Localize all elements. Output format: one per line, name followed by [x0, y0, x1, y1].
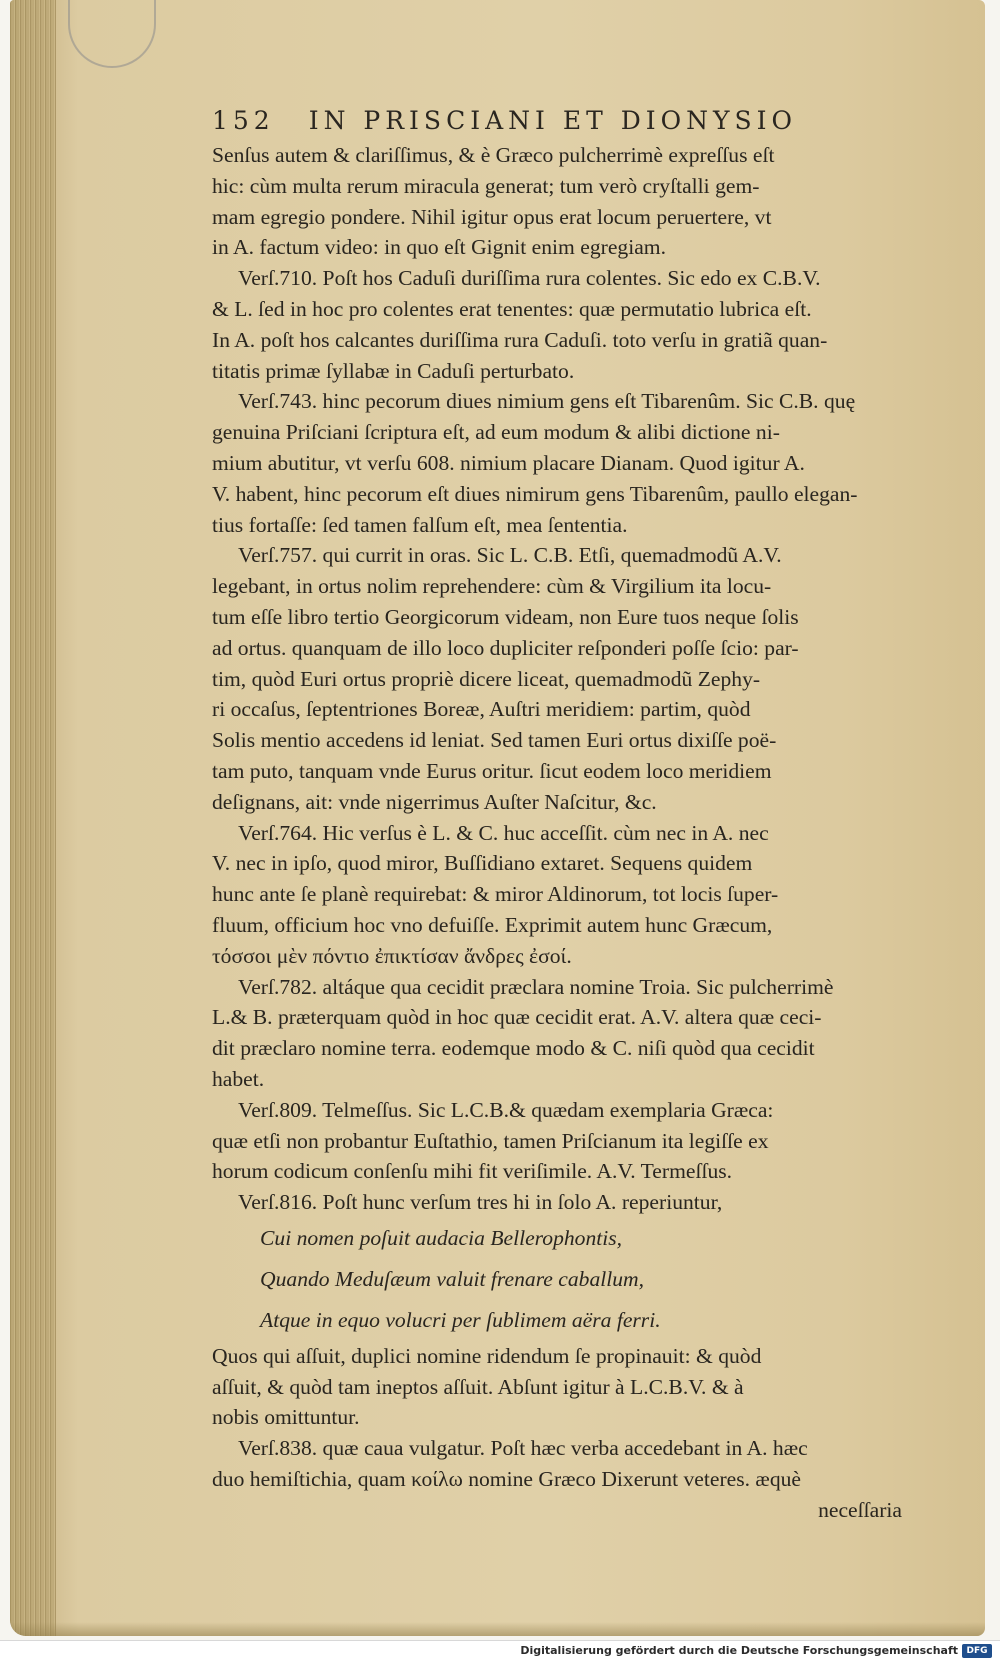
text-line: ri occaſus, ſeptentriones Boreæ, Auſtri meridiem: partim, quòd — [212, 697, 751, 722]
text-line: titatis primæ ſyllabæ in Caduſi perturbato. — [212, 358, 575, 383]
text-line: tius fortaſſe: ſed tamen falſum eſt, mea ſententia. — [212, 512, 628, 537]
text-line: in A. factum video: in quo eſt Gignit enim egregiam. — [212, 235, 666, 260]
quoted-verse-text: Quando Meduſæum valuit frenare caballum, — [260, 1266, 645, 1291]
text-line: deſignans, ait: vnde nigerrimus Auſter Naſcitur, &c. — [212, 789, 657, 814]
text-line: V. nec in ipſo, quod miror, Buſſidiano extaret. Sequens quidem — [212, 851, 753, 876]
text-line: In A. poſt hos calcantes duriſſima rura Caduſi. toto verſu in gratiã quan- — [212, 327, 828, 352]
text-line: hunc ante ſe planè requirebat: & miror Aldinorum, tot locis ſuper- — [212, 882, 779, 907]
text-line: & L. ſed in hoc pro colentes erat tenentes: quæ permutatio lubrica eſt. — [212, 296, 812, 321]
text-line: habet. — [212, 1066, 265, 1091]
text-line: hic: cùm multa rerum miracula generat; tum verò cryſtalli gem- — [212, 173, 760, 198]
text-line: Verſ.757. qui currit in oras. Sic L. C.B. Etſi, quemadmodũ A.V. — [238, 543, 782, 568]
text-line: Verſ.743. hinc pecorum diues nimium gens eſt Tibarenûm. Sic C.B. quę — [238, 389, 856, 414]
text-line: mium abutitur, vt verſu 608. nimium placare Dianam. Quod igitur A. — [212, 450, 805, 475]
quoted-verse-text: Cui nomen poſuit audacia Bellerophontis, — [260, 1225, 623, 1250]
digitization-footer — [0, 1640, 1000, 1660]
text-line: quæ etſi non probantur Euſtathio, tamen Priſcianum ita legiſſe ex — [212, 1128, 769, 1153]
text-line: Verſ.782. altáque qua cecidit præclara nomine Troia. Sic pulcherrimè — [238, 974, 834, 999]
text-line: genuina Priſciani ſcriptura eſt, ad eum modum & alibi dictione ni- — [212, 420, 780, 445]
text-line: Verſ.710. Poſt hos Caduſi duriſſima rura colentes. Sic edo ex C.B.V. — [238, 266, 821, 291]
quoted-verse — [212, 1218, 902, 1259]
quoted-verse — [212, 1259, 902, 1300]
text-line: nobis omittuntur. — [212, 1405, 360, 1430]
text-line: fluum, officium hoc vno defuiſſe. Exprimit autem hunc Græcum, — [212, 912, 773, 937]
dfg-credit-text: Digitalisierung gefördert durch die Deutsche Forschungsgemeinschaft — [520, 1644, 958, 1657]
quoted-verse-text: Atque in equo volucri per ſublimem aëra ferri. — [260, 1307, 661, 1332]
text-line: Verſ.809. Telmeſſus. Sic L.C.B.& quædam exemplaria Græca: — [238, 1097, 774, 1122]
text-line: tum eſſe libro tertio Georgicorum videam, non Eure tuos neque ſolis — [212, 604, 799, 629]
dfg-logo-icon: DFG — [962, 1644, 992, 1658]
text-line: aſſuit, & quòd tam ineptos aſſuit. Abſunt igitur à L.C.B.V. & à — [212, 1374, 744, 1399]
text-line: Verſ.764. Hic verſus è L. & C. huc acceſſit. cùm nec in A. nec — [238, 820, 769, 845]
text-line: tim, quòd Euri ortus propriè dicere liceat, quemadmodũ Zephy- — [212, 666, 761, 691]
text-line: tam puto, tanquam vnde Eurus oritur. ſicut eodem loco meridiem — [212, 758, 772, 783]
text-line: horum codicum conſenſu mihi fit veriſimile. A.V. Termeſſus. — [212, 1159, 733, 1184]
text-line: Solis mentio accedens id leniat. Sed tamen Euri ortus dixiſſe poë- — [212, 728, 777, 753]
running-head — [212, 106, 797, 142]
quoted-verse — [212, 1300, 902, 1341]
running-head-title: IN PRISCIANI ET DIONYSIO — [308, 106, 797, 135]
page-number: 152 — [212, 106, 275, 135]
text-line: mam egregio pondere. Nihil igitur opus erat locum peruertere, vt — [212, 204, 772, 229]
text-line: legebant, in ortus nolim reprehendere: cùm & Virgilium ita locu- — [212, 574, 772, 599]
text-line: Verſ.816. Poſt hunc verſum tres hi in ſolo A. reperiuntur, — [238, 1190, 723, 1215]
text-line: dit præclaro nomine terra. eodemque modo & C. niſi quòd qua cecidit — [212, 1036, 815, 1061]
text-block — [212, 140, 902, 1522]
text-line: ad ortus. quanquam de illo loco dupliciter reſponderi poſſe ſcio: par- — [212, 635, 799, 660]
text-line: Quos qui aſſuit, duplici nomine ridendum ſe propinauit: & quòd — [212, 1343, 762, 1368]
catchword: neceſſaria — [818, 1497, 902, 1522]
text-line: duo hemiſtichia, quam κοίλω nomine Græco Dixerunt veteres. æquè — [212, 1467, 802, 1492]
paper-clip-mark — [68, 0, 156, 68]
text-line: V. habent, hinc pecorum eſt diues nimirum gens Tibarenûm, paullo elegan- — [212, 481, 858, 506]
text-line: Verſ.838. quæ caua vulgatur. Poſt hæc verba accedebant in A. hæc — [238, 1436, 808, 1461]
greek-text-line: τόσσοι μὲν πόντιο ἐπικτίσαν ἄνδρες ἐσοί. — [212, 943, 572, 968]
page-stack-edge — [10, 0, 56, 1636]
page-bottom-shadow — [10, 1622, 985, 1636]
text-line: Senſus autem & clariſſimus, & è Græco pulcherrimè expreſſus eſt — [212, 143, 775, 167]
text-line: L.& B. præterquam quòd in hoc quæ cecidit erat. A.V. altera quæ ceci- — [212, 1005, 822, 1030]
